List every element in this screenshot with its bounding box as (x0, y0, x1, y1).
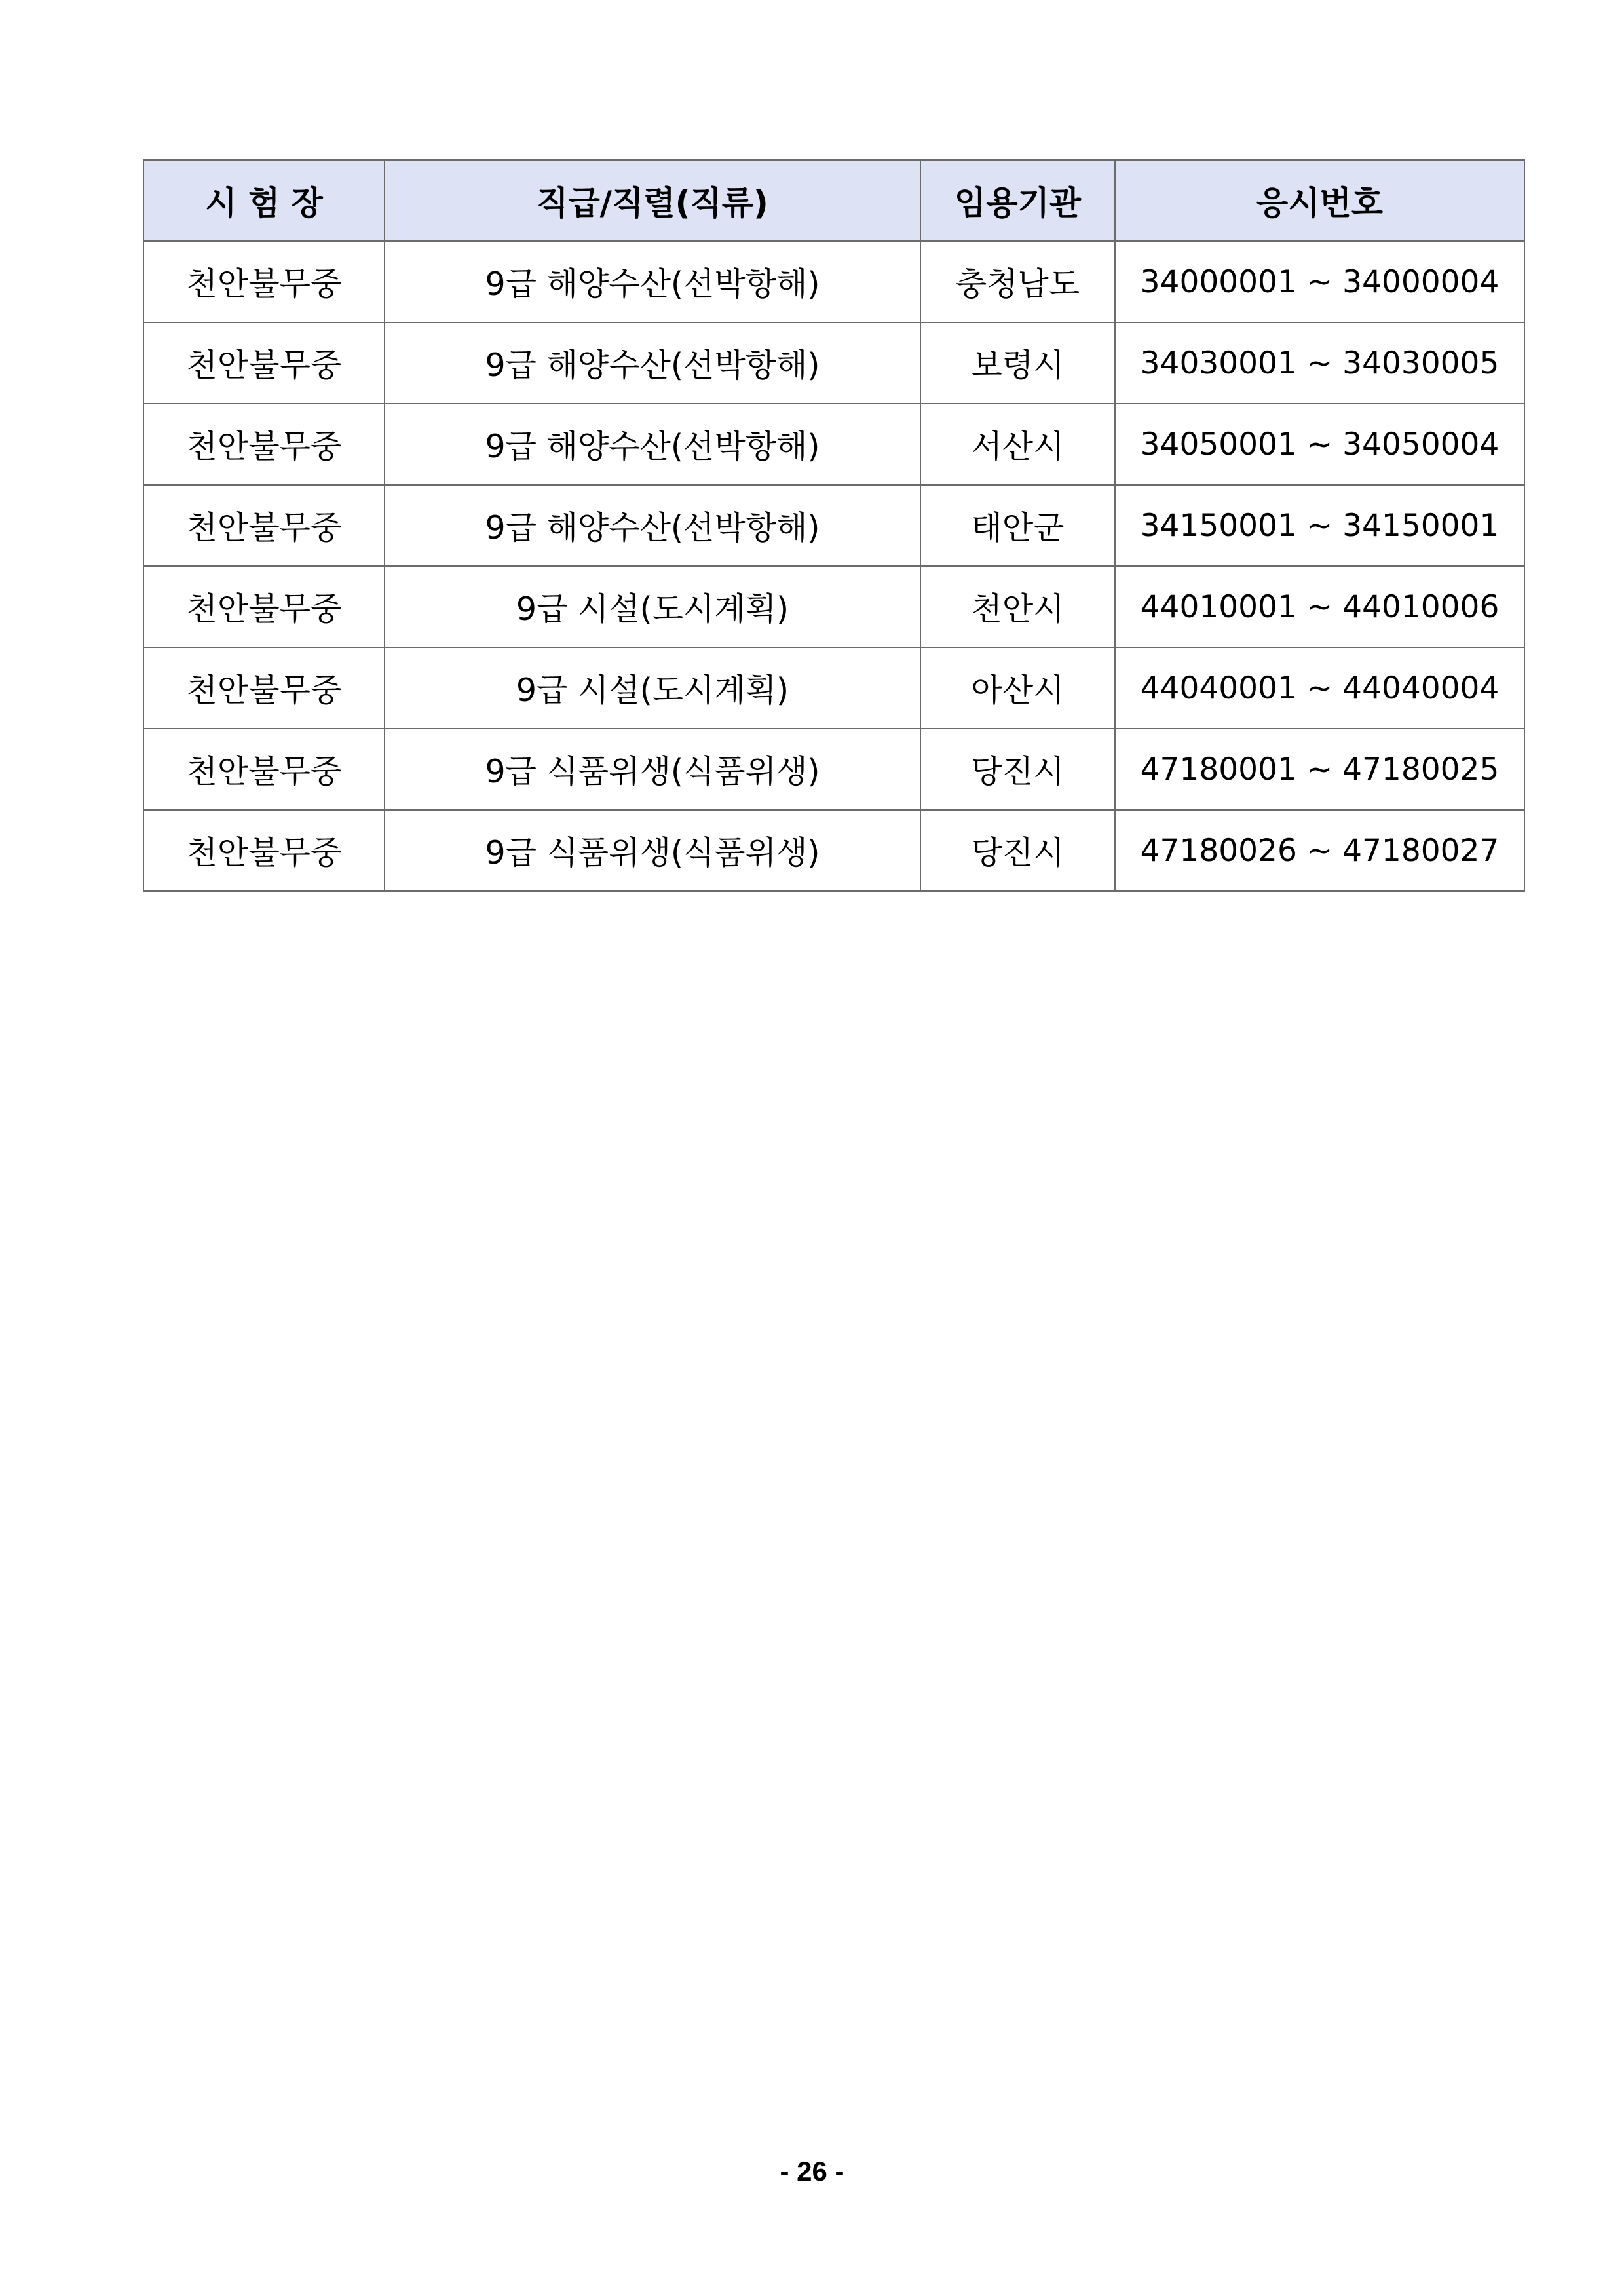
header-exam-number: 응시번호 (1115, 160, 1524, 241)
cell-exam-site: 천안불무중 (143, 566, 385, 647)
cell-exam-number: 44040001 ~ 44040004 (1115, 647, 1524, 729)
table-header-row (143, 160, 1524, 241)
cell-exam-number: 34030001 ~ 34030005 (1115, 322, 1524, 404)
cell-appointing-agency: 보령시 (920, 322, 1115, 404)
table-row (143, 322, 1524, 404)
cell-grade-series: 9급 식품위생(식품위생) (385, 810, 920, 891)
table-row (143, 566, 1524, 647)
table-row (143, 810, 1524, 891)
cell-exam-number: 47180026 ~ 47180027 (1115, 810, 1524, 891)
cell-appointing-agency: 당진시 (920, 810, 1115, 891)
cell-grade-series: 9급 시설(도시계획) (385, 566, 920, 647)
cell-grade-series: 9급 해양수산(선박항해) (385, 404, 920, 485)
cell-exam-site: 천안불무중 (143, 241, 385, 322)
cell-grade-series: 9급 해양수산(선박항해) (385, 241, 920, 322)
table-row (143, 729, 1524, 810)
cell-exam-site: 천안불무중 (143, 485, 385, 566)
cell-exam-number: 34150001 ~ 34150001 (1115, 485, 1524, 566)
table-row (143, 647, 1524, 729)
cell-appointing-agency: 태안군 (920, 485, 1115, 566)
cell-exam-number: 44010001 ~ 44010006 (1115, 566, 1524, 647)
cell-appointing-agency: 아산시 (920, 647, 1115, 729)
table-row (143, 404, 1524, 485)
cell-exam-site: 천안불무중 (143, 404, 385, 485)
cell-appointing-agency: 당진시 (920, 729, 1115, 810)
header-grade-series: 직급/직렬(직류) (385, 160, 920, 241)
cell-exam-site: 천안불무중 (143, 810, 385, 891)
cell-grade-series: 9급 해양수산(선박항해) (385, 322, 920, 404)
header-appointing-agency: 임용기관 (920, 160, 1115, 241)
cell-exam-number: 34050001 ~ 34050004 (1115, 404, 1524, 485)
cell-appointing-agency: 충청남도 (920, 241, 1115, 322)
cell-appointing-agency: 천안시 (920, 566, 1115, 647)
table-row (143, 485, 1524, 566)
exam-site-table (143, 159, 1525, 892)
cell-exam-site: 천안불무중 (143, 322, 385, 404)
table-row (143, 241, 1524, 322)
cell-grade-series: 9급 해양수산(선박항해) (385, 485, 920, 566)
cell-exam-site: 천안불무중 (143, 729, 385, 810)
cell-grade-series: 9급 시설(도시계획) (385, 647, 920, 729)
cell-grade-series: 9급 식품위생(식품위생) (385, 729, 920, 810)
cell-exam-site: 천안불무중 (143, 647, 385, 729)
cell-exam-number: 34000001 ~ 34000004 (1115, 241, 1524, 322)
header-exam-site: 시 험 장 (143, 160, 385, 241)
page-number: - 26 - (780, 2156, 844, 2187)
cell-appointing-agency: 서산시 (920, 404, 1115, 485)
cell-exam-number: 47180001 ~ 47180025 (1115, 729, 1524, 810)
